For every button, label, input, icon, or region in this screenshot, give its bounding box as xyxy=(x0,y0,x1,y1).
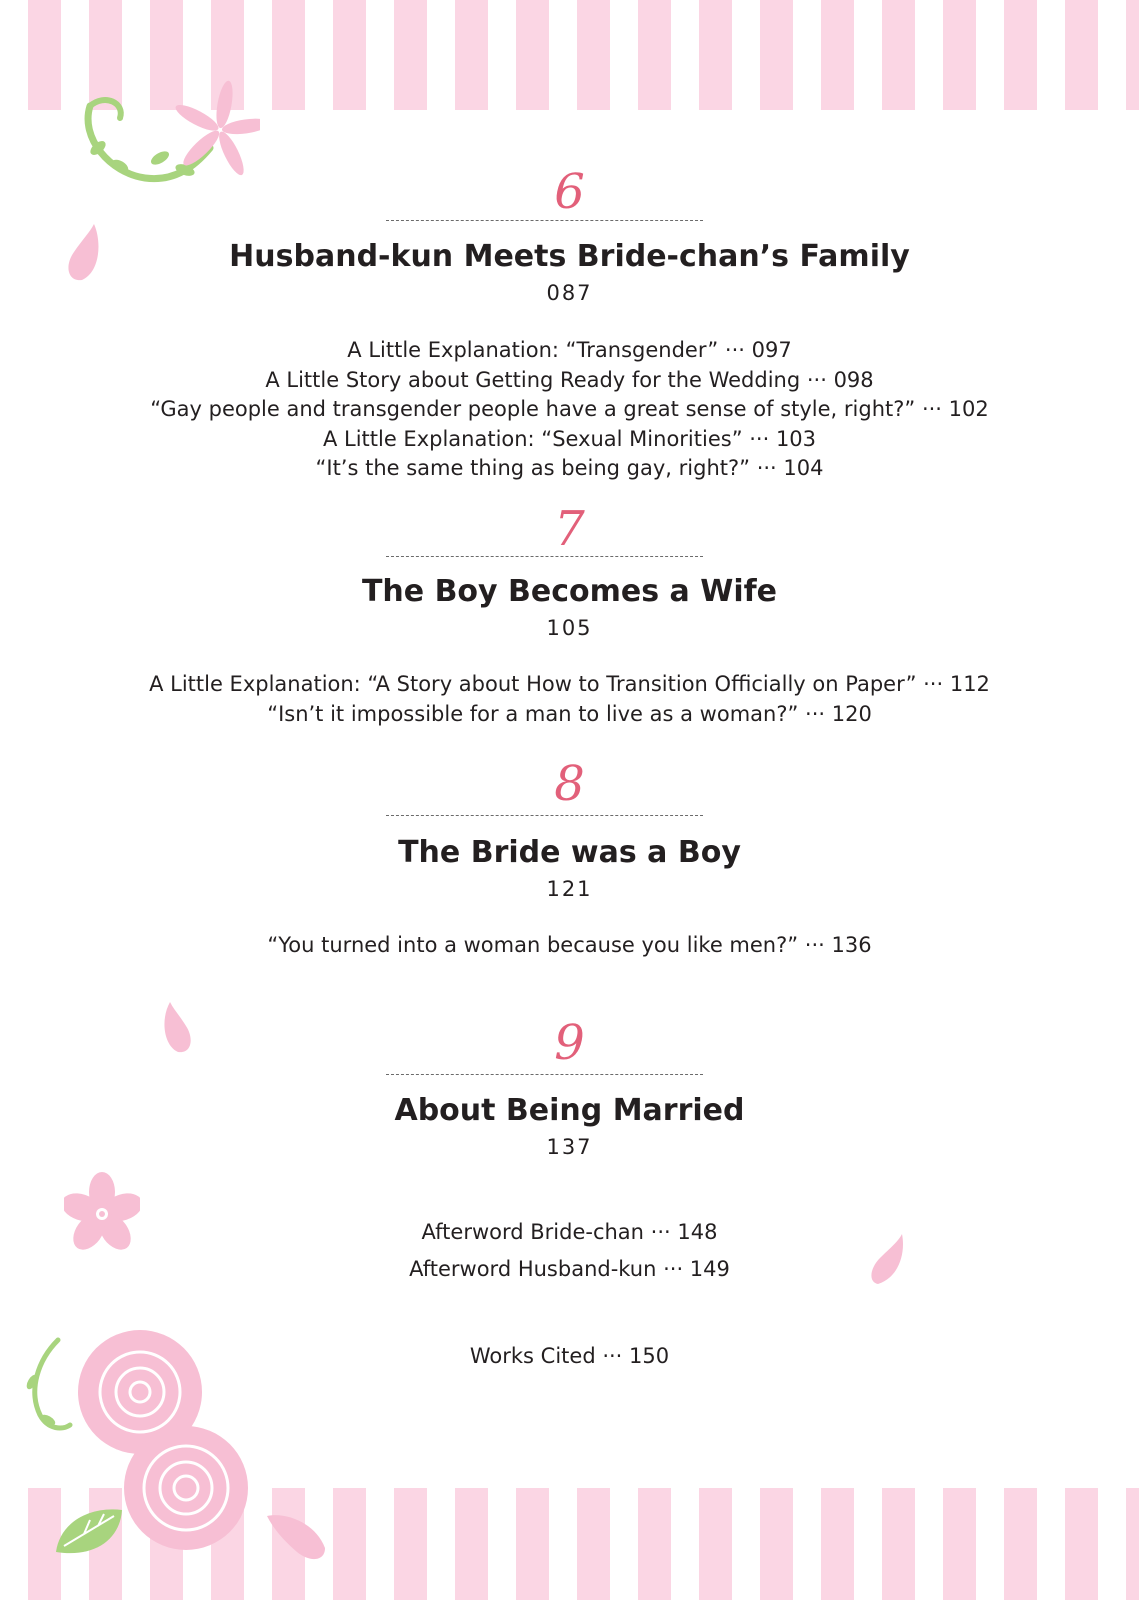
chapter-title: The Bride was a Boy xyxy=(398,835,741,870)
chapter-page-number: 121 xyxy=(546,877,593,901)
afterword-entry: Afterword Bride-chan ··· 148 xyxy=(421,1220,718,1244)
chapter-number: 9 xyxy=(554,1015,585,1071)
chapter-page-number: 105 xyxy=(546,616,593,640)
toc-entry: A Little Explanation: “Transgender” ··· 097 xyxy=(347,338,792,362)
chapter-entries xyxy=(0,670,1139,729)
chapter-title: Husband-kun Meets Bride-chan’s Family xyxy=(229,239,910,274)
afterword-entry: Afterword Husband-kun ··· 149 xyxy=(409,1257,730,1281)
dashed-divider xyxy=(386,1074,703,1075)
toc-entry: A Little Explanation: “Sexual Minorities” ··· 103 xyxy=(322,426,817,451)
toc-entry: A Little Explanation: “A Story about How to Transition Officially on Paper” ··· 112 xyxy=(149,672,990,696)
toc-entry: “It’s the same thing as being gay, right?” ··· 104 xyxy=(315,456,824,480)
chapter-page-number: 137 xyxy=(546,1135,593,1159)
works-cited-entry-wrap xyxy=(0,1342,1139,1372)
chapter-page-number: 087 xyxy=(546,281,593,305)
dashed-divider xyxy=(386,220,703,221)
petal-icon xyxy=(265,1512,329,1564)
chapter-entries xyxy=(0,336,1139,484)
afterword-entries xyxy=(0,1214,1139,1288)
chapter-entries xyxy=(0,931,1139,961)
chapter-number: 6 xyxy=(554,164,585,220)
works-cited-entry: Works Cited ··· 150 xyxy=(469,1344,670,1368)
dashed-divider xyxy=(386,815,703,816)
toc-entry: A Little Story about Getting Ready for the Wedding ··· 098 xyxy=(265,367,874,392)
chapter-title: About Being Married xyxy=(394,1093,745,1128)
chapter-number: 7 xyxy=(554,501,585,557)
toc-entry: “Gay people and transgender people have a great sense of style, right?” ··· 102 xyxy=(150,397,989,421)
toc-entry: “You turned into a woman because you like men?” ··· 136 xyxy=(267,933,872,957)
toc-entry: “Isn’t it impossible for a man to live as a woman?” ··· 120 xyxy=(267,701,872,726)
dashed-divider xyxy=(386,556,703,557)
chapter-title: The Boy Becomes a Wife xyxy=(361,574,778,609)
chapter-number: 8 xyxy=(554,756,585,812)
